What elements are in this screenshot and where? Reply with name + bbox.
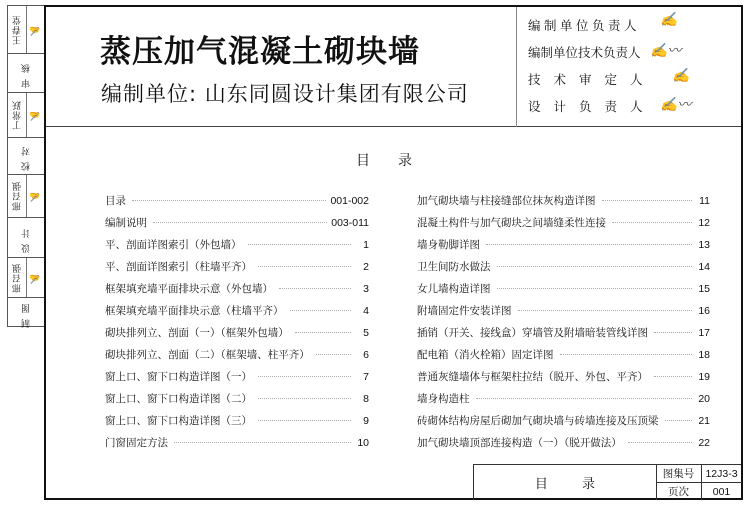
leader-dots — [248, 244, 352, 245]
toc-label: 女儿墙构造详图 — [417, 283, 491, 295]
leader-dots — [316, 354, 351, 355]
atlas-no-label: 图集号 — [656, 465, 702, 483]
leader-dots — [476, 398, 693, 399]
header-divider — [516, 7, 517, 127]
page-label: 页次 — [656, 483, 702, 500]
leader-dots — [612, 222, 692, 223]
toc-item[interactable] — [105, 259, 369, 275]
leader-dots — [628, 442, 692, 443]
toc-page: 19 — [698, 371, 710, 383]
leader-dots — [258, 420, 351, 421]
toc-item[interactable] — [417, 215, 710, 231]
toc-label: 编制说明 — [105, 217, 147, 229]
toc-page: 17 — [698, 327, 710, 339]
toc-label: 窗上口、窗下口构造详图（一） — [105, 371, 252, 383]
toc-label: 普通灰缝墙体与框架柱拉结（脱开、外包、平齐） — [417, 371, 648, 383]
role-unit-head: 编制单位负责人 — [528, 18, 641, 33]
strip-cell-drafter-sign — [8, 258, 44, 298]
toc-item[interactable] — [417, 325, 710, 341]
toc-page: 6 — [363, 349, 369, 361]
signature-icon: ✍ — [30, 109, 40, 121]
toc-label: 砌块排列立、剖面（一）（框架外包墙） — [105, 327, 289, 339]
strip-cell-engineer — [8, 93, 44, 138]
leader-dots — [258, 376, 351, 377]
toc-page: 10 — [357, 437, 369, 449]
role-reviewer: 技术审定人 — [528, 72, 656, 87]
signature-icon: ✍ — [660, 12, 678, 28]
toc-label: 平、剖面详图索引（柱墙平齐） — [105, 261, 252, 273]
toc-label: 砖砌体结构房屋后砌加气砌块墙与砖墙连接及压顶梁 — [417, 415, 659, 427]
toc-item[interactable] — [417, 347, 710, 363]
toc-item[interactable] — [105, 435, 369, 451]
signature-icon: ✍ — [30, 190, 40, 202]
strip-label: 审核 — [21, 58, 32, 88]
leader-dots — [560, 354, 693, 355]
toc-label: 平、剖面详图索引（外包墙） — [105, 239, 242, 251]
toc-label: 墙身勒脚详图 — [417, 239, 480, 251]
leader-dots — [486, 244, 692, 245]
leader-dots — [290, 310, 352, 311]
toc-label: 加气砌块墙与柱接缝部位抹灰构造详图 — [417, 195, 596, 207]
toc-item[interactable] — [417, 281, 710, 297]
signature-strip — [7, 5, 44, 327]
signature-icon: ✍ — [30, 23, 40, 36]
toc-page: 15 — [698, 283, 710, 295]
toc-label: 框架填充墙平面排块示意（柱墙平齐） — [105, 305, 284, 317]
toc-label: 加气砌块墙顶部连接构造（一）（脱开做法） — [417, 437, 622, 449]
compiler-unit: 编制单位: 山东同圆设计集团有限公司 — [101, 82, 469, 106]
leader-dots — [654, 332, 692, 333]
toc-page: 16 — [698, 305, 710, 317]
toc-item[interactable] — [105, 215, 369, 231]
toc-page: 13 — [698, 239, 710, 251]
toc-page: 20 — [698, 393, 710, 405]
strip-name: 邢召强 — [12, 262, 23, 293]
toc-item[interactable] — [105, 325, 369, 341]
toc-heading: 目 录 — [356, 153, 412, 169]
sheet-name: 目 录 — [474, 465, 657, 500]
leader-dots — [518, 310, 693, 311]
leader-dots — [665, 420, 693, 421]
leader-dots — [132, 200, 326, 201]
page-value: 001 — [712, 485, 731, 498]
signature-icon: ✍ — [672, 68, 690, 84]
toc-page: 9 — [363, 415, 369, 427]
toc-item[interactable] — [417, 303, 710, 319]
strip-label: 设计 — [21, 222, 32, 253]
leader-dots — [279, 288, 351, 289]
atlas-no-value: 12J3-3 — [701, 465, 742, 483]
strip-label: 校对 — [21, 141, 32, 171]
signature-icon: ✍ — [30, 271, 40, 284]
strip-name: 王春堂 — [12, 14, 23, 45]
toc-item[interactable] — [105, 413, 369, 429]
toc-label: 窗上口、窗下口构造详图（二） — [105, 393, 252, 405]
strip-cell-drafting — [8, 298, 44, 328]
toc-label: 混凝土构件与加气砌块之间墙缝柔性连接 — [417, 217, 606, 229]
signature-icon: ✍〰 — [660, 97, 692, 113]
toc-item[interactable] — [417, 369, 710, 385]
toc-page: 11 — [699, 195, 710, 207]
toc-item[interactable] — [105, 237, 369, 253]
atlas-title: 蒸压加气混凝土砌块墙 — [100, 34, 420, 70]
toc-page: 003-011 — [331, 217, 369, 229]
toc-page: 12 — [698, 217, 710, 229]
toc-item[interactable] — [417, 193, 710, 209]
toc-page: 7 — [363, 371, 369, 383]
signature-icon: ✍〰 — [650, 43, 682, 59]
strip-name: 丁常跃 — [12, 100, 23, 130]
toc-page: 5 — [363, 327, 369, 339]
strip-cell-designer-sign — [8, 175, 44, 218]
toc-label: 墙身构造柱 — [417, 393, 470, 405]
strip-cell-proofread — [8, 138, 44, 175]
toc-item[interactable] — [105, 193, 369, 209]
toc-page: 21 — [698, 415, 710, 427]
toc-page: 1 — [363, 239, 369, 251]
toc-item[interactable] — [417, 259, 710, 275]
role-tech-head: 编制单位技术负责人 — [528, 45, 641, 60]
leader-dots — [295, 332, 351, 333]
toc-page: 8 — [363, 393, 369, 405]
leader-dots — [497, 288, 693, 289]
toc-page: 001-002 — [330, 195, 369, 207]
role-design-lead: 设计负责人 — [528, 99, 656, 114]
toc-label: 目录 — [105, 195, 126, 207]
leader-dots — [258, 266, 351, 267]
leader-dots — [258, 398, 351, 399]
toc-item[interactable] — [417, 435, 710, 451]
toc-item[interactable] — [105, 303, 369, 319]
toc-page: 4 — [363, 305, 369, 317]
leader-dots — [174, 442, 351, 443]
toc-label: 配电箱（消火栓箱）固定详图 — [417, 349, 554, 361]
toc-label: 附墙固定件安装详图 — [417, 305, 512, 317]
strip-label: 制图 — [21, 298, 32, 328]
title-block — [473, 464, 741, 500]
leader-dots — [602, 200, 693, 201]
toc-label: 卫生间防水做法 — [417, 261, 491, 273]
toc-page: 14 — [698, 261, 710, 273]
toc-page: 22 — [698, 437, 710, 449]
strip-cell-review — [8, 54, 44, 93]
toc-page: 18 — [698, 349, 710, 361]
strip-cell-design — [8, 218, 44, 258]
toc-item[interactable] — [417, 413, 710, 429]
toc-item[interactable] — [105, 347, 369, 363]
leader-dots — [654, 376, 692, 377]
toc-item[interactable] — [105, 391, 369, 407]
leader-dots — [497, 266, 693, 267]
strip-name: 邢召强 — [12, 181, 23, 211]
strip-cell-approver — [8, 6, 44, 54]
toc-label: 窗上口、窗下口构造详图（三） — [105, 415, 252, 427]
toc-item[interactable] — [105, 281, 369, 297]
toc-page: 2 — [363, 261, 369, 273]
leader-dots — [153, 222, 327, 223]
toc-label: 砌块排列立、剖面（二）（框架墙、柱平齐） — [105, 349, 310, 361]
toc-label: 门窗固定方法 — [105, 437, 168, 449]
toc-item[interactable] — [417, 391, 710, 407]
toc-item[interactable] — [105, 369, 369, 385]
toc-label: 框架填充墙平面排块示意（外包墙） — [105, 283, 273, 295]
toc-item[interactable] — [417, 237, 710, 253]
toc-label: 插销（开关、接线盒）穿墙管及附墙暗装管线详图 — [417, 327, 648, 339]
toc-page: 3 — [363, 283, 369, 295]
